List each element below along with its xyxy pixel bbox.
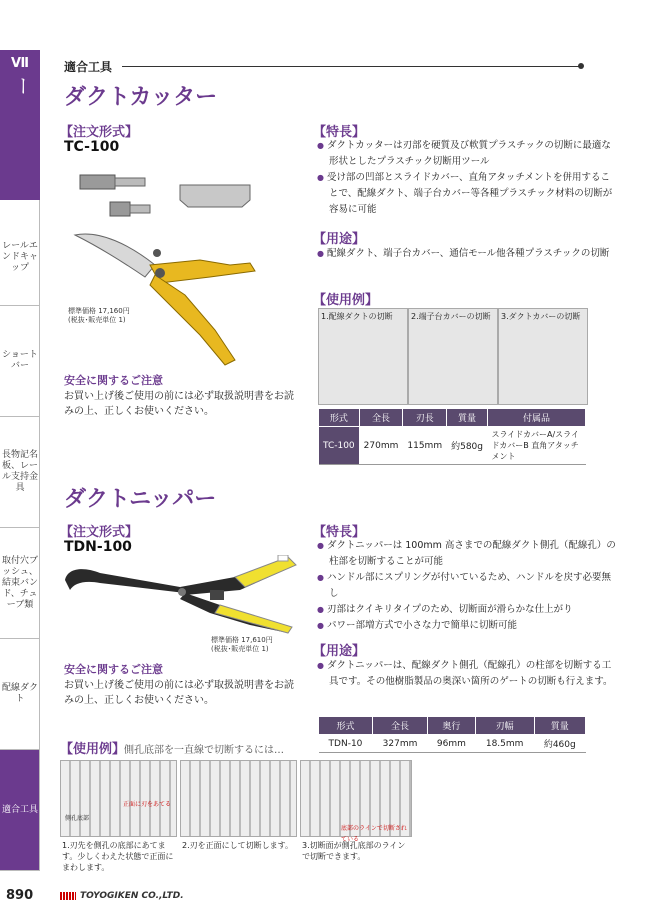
sidebar-section-accessory[interactable] [0,50,63,200]
duct-cutter-image [60,165,300,370]
table-header: 付属品 [488,409,586,427]
photo-label: 正面に刃をあてる [123,801,172,808]
product1-examples-label: 【使用例】 [313,293,379,308]
sidebar-item-short-bar[interactable]: ショートバー [0,306,40,417]
sidebar-item-nameplate[interactable]: 長物記名板、レール支持金具 [0,417,40,528]
table-row [319,427,586,465]
sidebar-title: アクセサリー [10,76,63,181]
table-header: 質量 [447,409,488,427]
product1-usage [317,246,617,262]
page-number: 890 [6,888,34,903]
product2-usage-label: 【用途】 [313,644,366,659]
product2-features-label: 【特長】 [313,525,366,540]
nipper-example-caption-2: 2.刃を正面にして切断します。 [182,841,293,850]
product1-price-line2: (税抜･販売単位 1) [68,316,126,324]
brand-name: TOYOGIKEN CO.,LTD. [80,891,184,901]
table-header: 質量 [534,717,585,735]
table-row [319,735,586,753]
duct-nipper-image [60,555,305,635]
product1-usage-label: 【用途】 [313,232,366,247]
product2-features [317,538,617,634]
product1-price [68,307,130,325]
nipper-example-caption-1: 1.刃先を側孔の底部にあてます。少しくわえた状態で正面にまわします。 [62,841,174,872]
example-photo-3 [498,308,588,405]
example-photo-2 [408,308,498,405]
table-header: 全長 [359,409,403,427]
product2-order-label: 【注文形式】 [60,525,139,540]
product1-caution-title: 安全に関するご注意 [64,374,163,387]
table-cell: TDN-10 [319,735,373,753]
table-cell: TC-100 [319,427,360,465]
nipper-example-photo-3 [300,760,412,843]
product2-caution-text: お買い上げ後ご使用の前には必ず取扱説明書をお読みの上、正しくお使いください。 [64,680,294,706]
product2-usage-item: ● ダクトニッパーは、配線ダクト側孔（配線孔）の柱部を切断する工具です。その他樹脂製品の奥深い箇所のゲートの切断も行えます。 [317,658,617,690]
table-header: 形式 [319,717,373,735]
product2-feature-item: ● ハンドル部にスプリングが付いているため、ハンドルを戻す必要無し [317,570,617,602]
sidebar-item-tools[interactable]: 適合工具 [0,750,40,871]
product2-model: TDN-100 [64,539,132,555]
product2-examples-note: 側孔底部を一直線で切断するには… [124,745,284,756]
product1-feature-item: ● 受け部の凹部とスライドカバー、直角アタッチメントを併用することで、配線ダクト、端子台カバー等各種プラスチック材料の切断が容易に可能 [317,170,617,218]
table-cell: 327mm [372,735,427,753]
sidebar-roman: Ⅶ [10,56,29,71]
product2-spec-table [318,716,586,753]
table-cell: 18.5mm [475,735,534,753]
table-cell: 96mm [428,735,476,753]
category-label: 適合工具 [64,60,113,74]
table-cell: 115mm [403,427,447,465]
product2-examples-label: 【使用例】 [60,742,126,757]
product2-feature-item: ● 刃部はクイキリタイプのため、切断面が滑らかな仕上がり [317,602,617,618]
table-cell: 約460g [534,735,585,753]
example-caption: 3.ダクトカバーの切断 [501,312,581,321]
table-header: 刃幅 [475,717,534,735]
table-header: 奥行 [428,717,476,735]
table-header: 全長 [372,717,427,735]
product1-model: TC-100 [64,139,120,155]
photo-label: 底部のラインで切断されている [341,825,407,843]
product1-price-line1: 標準価格 17,160円 [68,307,130,315]
product2-price-line1: 標準価格 17,610円 [211,636,273,644]
product1-order-label: 【注文形式】 [60,125,139,140]
product2-caution-title: 安全に関するご注意 [64,663,163,676]
table-header: 形式 [319,409,360,427]
product2-feature-item: ● ダクトニッパーは 100mm 高さまでの配線ダクト側孔（配線孔）の柱部を切断することが可能 [317,538,617,570]
table-header-row [319,717,586,735]
brand-logo-icon [60,892,76,900]
product2-price [211,636,273,654]
product1-feature-item: ● ダクトカッターは刃部を硬質及び軟質プラスチックの切断に最適な形状としたプラスチック切断用ツール [317,138,617,170]
nipper-example-caption-3: 3.切断面が側孔底部のラインで切断できます。 [302,841,406,861]
sidebar-item-duct[interactable]: 配線ダクト [0,639,40,750]
sidebar-rail [39,200,40,870]
product2-price-line2: (税抜･販売単位 1) [211,645,269,653]
table-cell: 270mm [359,427,403,465]
table-cell: スライドカバーA/スライドカバーB 直角アタッチメント [488,427,586,465]
product1-caution-text: お買い上げ後ご使用の前には必ず取扱説明書をお読みの上、正しくお使いください。 [64,391,294,417]
product1-title: ダクトカッター [64,85,218,110]
table-cell: 約580g [447,427,488,465]
product2-usage [317,658,617,690]
header-rule [122,66,582,67]
sidebar [0,50,63,870]
example-caption: 1.配線ダクトの切断 [321,312,393,321]
product1-usage-item: ● 配線ダクト、端子台カバー、通信モール他各種プラスチックの切断 [317,246,617,262]
header-rule-dot [578,63,584,69]
example-photo-1 [318,308,408,405]
product1-features-label: 【特長】 [313,125,366,140]
nipper-example-photo-1 [60,760,177,837]
product1-features [317,138,617,218]
sidebar-item-bush[interactable]: 取付穴ブッシュ、結束バンド、チューブ類 [0,528,40,639]
product2-title: ダクトニッパー [64,487,217,512]
sidebar-item-rail-end-cap[interactable]: レールエンドキャップ [0,210,40,306]
example-caption: 2.端子台カバーの切断 [411,312,491,321]
table-header: 刃長 [403,409,447,427]
table-header-row [319,409,586,427]
product1-spec-table [318,408,586,465]
product2-feature-item: ● パワー部増方式で小さな力で簡単に切断可能 [317,618,617,634]
photo-label: 側孔底部 [65,815,90,822]
nipper-example-photo-2 [180,760,297,837]
